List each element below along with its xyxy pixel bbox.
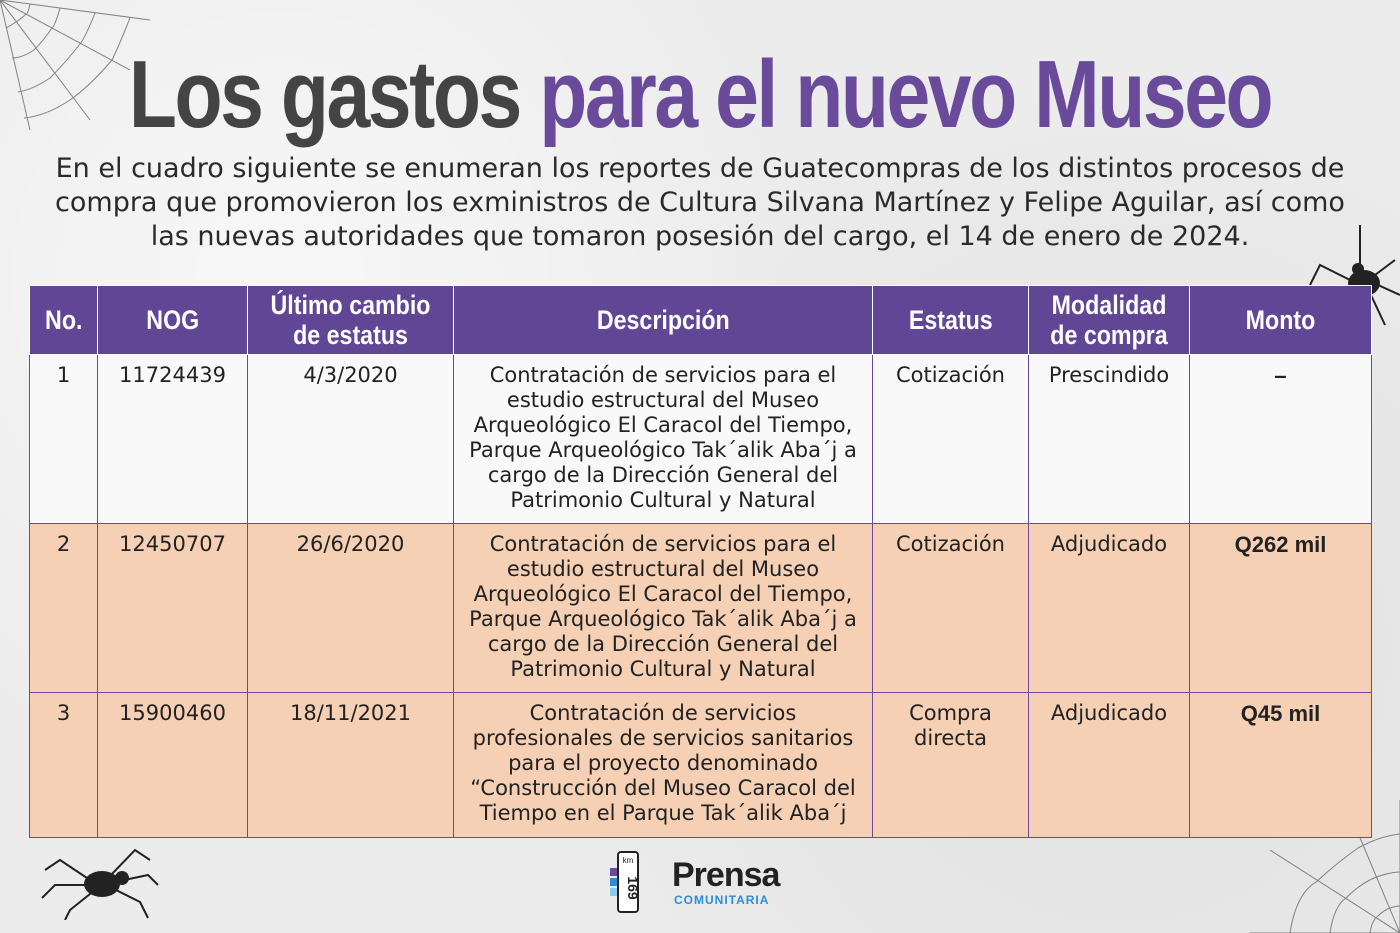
logo-name: Prensa <box>672 856 780 894</box>
cell-mode: Adjudicado <box>1029 524 1190 693</box>
cell-status: Cotización <box>873 524 1029 693</box>
cell-mode: Adjudicado <box>1029 693 1190 838</box>
table-header-row <box>30 286 1372 355</box>
page-title <box>126 40 1274 150</box>
table-row <box>30 693 1372 838</box>
logo-km-label: km <box>622 856 634 865</box>
cell-nog: 12450707 <box>98 524 248 693</box>
cell-no: 2 <box>30 524 98 693</box>
header-nog: NOG <box>98 286 248 355</box>
cell-date: 26/6/2020 <box>248 524 454 693</box>
header-description: Descripción <box>454 286 873 355</box>
cell-date: 4/3/2020 <box>248 355 454 524</box>
header-purchase-mode: Modalidad de compra <box>1029 286 1190 355</box>
cell-amount: Q45 mil <box>1190 693 1372 838</box>
header-status: Estatus <box>873 286 1029 355</box>
cell-description: Contratación de servicios profesionales de servicios sanitarios para el proyecto denominado “Construcción del Museo Caracol del Tiempo en el Parque Tak´alik Aba´j <box>454 693 873 838</box>
cell-amount: – <box>1190 355 1372 524</box>
title-part-purple: para el nuevo Museo <box>539 41 1272 148</box>
header-last-status-change: Último cambio de estatus <box>248 286 454 355</box>
cell-no: 3 <box>30 693 98 838</box>
logo-km-number: 169 <box>625 876 641 900</box>
table-row <box>30 355 1372 524</box>
intro-paragraph: En el cuadro siguiente se enumeran los reportes de Guatecompras de los distintos procesos de compra que promovieron los exministros de Cultura Silvana Martínez y Felipe Aguilar, así como las nuevas autoridades que tomaron posesión del cargo, el 14 de enero de 2024. <box>55 153 1345 252</box>
cell-mode: Prescindido <box>1029 355 1190 524</box>
header-amount: Monto <box>1190 286 1372 355</box>
cell-amount: Q262 mil <box>1190 524 1372 693</box>
cell-date: 18/11/2021 <box>248 693 454 838</box>
table-row <box>30 524 1372 693</box>
cell-nog: 11724439 <box>98 355 248 524</box>
cell-no: 1 <box>30 355 98 524</box>
title-part-dark: Los gastos <box>128 41 520 148</box>
logo-subtitle: COMUNITARIA <box>674 893 770 907</box>
cell-nog: 15900460 <box>98 693 248 838</box>
spider-bottom-left-icon <box>40 840 160 920</box>
cell-status: Compra directa <box>873 693 1029 838</box>
header-no: No. <box>30 286 98 355</box>
cell-description: Contratación de servicios para el estudio estructural del Museo Arqueológico El Caracol del Tiempo, Parque Arqueológico Tak´alik Aba´j a cargo de la Dirección General del Patrimonio Cultural y Natural <box>454 355 873 524</box>
purchases-table <box>29 285 1372 838</box>
cell-status: Cotización <box>873 355 1029 524</box>
cell-description: Contratación de servicios para el estudio estructural del Museo Arqueológico El Caracol del Tiempo, Parque Arqueológico Tak´alik Aba´j a cargo de la Dirección General del Patrimonio Cultural y Natural <box>454 524 873 693</box>
